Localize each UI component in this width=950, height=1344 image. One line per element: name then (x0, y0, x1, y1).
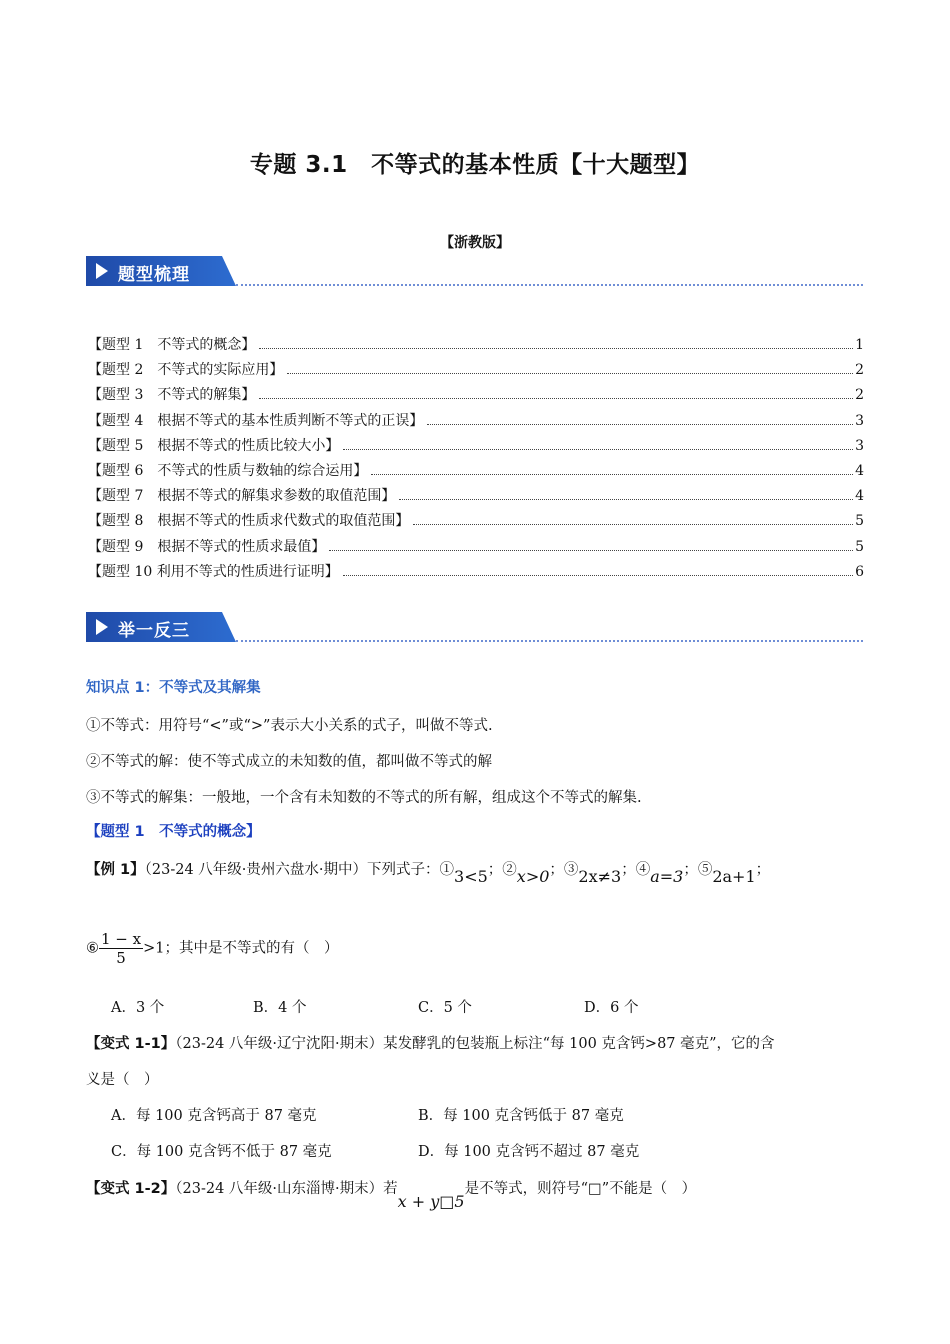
toc-entry[interactable] (88, 560, 864, 585)
example-1-line1: 【例 1】（23-24 八年级·贵州六盘水·期中）下列式子：①3<5；②x>0；③2x≠3；④a=3；⑤2a+1； (86, 862, 771, 886)
toc-page-number: 5 (855, 513, 864, 530)
toc-entry-label: 【题型 7 根据不等式的解集求参数的取值范围】 (88, 488, 396, 505)
toc-entry[interactable] (88, 383, 864, 408)
toc-page-number: 6 (855, 563, 864, 580)
toc-leader-dots (427, 423, 853, 425)
toc-entry-label: 【题型 4 根据不等式的基本性质判断不等式的正误】 (88, 412, 424, 429)
toc-leader-dots (371, 473, 853, 475)
toc-entry-label: 【题型 2 不等式的实际应用】 (88, 362, 284, 379)
toc-entry[interactable] (88, 434, 864, 459)
practice-banner-label: 举一反三 (118, 621, 190, 641)
toc-leader-dots (259, 347, 853, 349)
knowledge-point-heading: 知识点 1：不等式及其解集 (86, 680, 261, 696)
toc-entry[interactable] (88, 484, 864, 509)
toc-page-number: 3 (855, 412, 864, 429)
knowledge-point-2: ②不等式的解：使不等式成立的未知数的值，都叫做不等式的解 (86, 754, 492, 770)
variant-1-1-option-c[interactable]: C．每 100 克含钙不低于 87 毫克 (111, 1144, 332, 1160)
variant-1-2-expr: x + y□5 (397, 1192, 465, 1211)
example-1-option-a[interactable]: A．3 个 (111, 1000, 165, 1016)
variant-1-1-option-b[interactable]: B．每 100 克含钙低于 87 毫克 (418, 1108, 624, 1124)
table-of-contents (88, 333, 864, 585)
toc-leader-dots (343, 448, 853, 450)
expr-2: x>0 (516, 867, 550, 886)
knowledge-point-3: ③不等式的解集：一般地，一个含有未知数的不等式的所有解，组成这个不等式的解集. (86, 790, 642, 806)
example-1-source: （23-24 八年级·贵州六盘水·期中）下列式子： (144, 862, 440, 878)
page-title: 专题 3.1 不等式的基本性质【十大题型】 (249, 152, 701, 178)
example-1-option-c[interactable]: C．5 个 (418, 1000, 472, 1016)
variant-1-1-line2: 义是（ ） (86, 1072, 159, 1088)
variant-1-1-tag: 【变式 1-1】 (86, 1036, 176, 1052)
expr-3: 2x≠3 (578, 867, 622, 886)
example-1-option-b[interactable]: B．4 个 (253, 1000, 307, 1016)
toc-entry[interactable] (88, 358, 864, 383)
example-1-tag: 【例 1】 (86, 862, 145, 878)
knowledge-point-1: ①不等式：用符号“<”或“>”表示大小关系的式子，叫做不等式. (86, 718, 493, 734)
toc-entry[interactable] (88, 333, 864, 358)
play-arrow-icon (96, 263, 108, 279)
practice-banner (86, 612, 863, 644)
expr-5: 2a+1 (712, 867, 756, 886)
edition-label: 【浙教版】 (440, 235, 510, 251)
toc-entry[interactable] (88, 409, 864, 434)
toc-entry[interactable] (88, 535, 864, 560)
toc-page-number: 2 (855, 362, 864, 379)
toc-entry-label: 【题型 6 不等式的性质与数轴的综合运用】 (88, 462, 368, 479)
expr-4: a=3 (650, 867, 684, 886)
toc-entry[interactable] (88, 509, 864, 534)
variant-1-1-option-a[interactable]: A．每 100 克含钙高于 87 毫克 (111, 1108, 317, 1124)
toc-leader-dots (343, 574, 853, 576)
toc-entry-label: 【题型 9 根据不等式的性质求最值】 (88, 538, 326, 555)
toc-banner (86, 256, 863, 288)
toc-entry-label: 【题型 5 根据不等式的性质比较大小】 (88, 437, 340, 454)
toc-entry-label: 【题型 8 根据不等式的性质求代数式的取值范围】 (88, 513, 410, 530)
toc-page-number: 4 (855, 488, 864, 505)
toc-entry-label: 【题型 10 利用不等式的性质进行证明】 (88, 563, 339, 580)
expr-6-fraction: $\frac{1 - x}{5}$ (101, 930, 142, 967)
type1-heading: 【题型 1 不等式的概念】 (86, 824, 261, 840)
toc-entry-label: 【题型 1 不等式的概念】 (88, 337, 256, 353)
variant-1-1-option-d[interactable]: D．每 100 克含钙不超过 87 毫克 (418, 1144, 640, 1160)
toc-page-number: 3 (855, 437, 864, 454)
toc-leader-dots (399, 498, 853, 500)
expr-1: 3<5 (454, 867, 488, 886)
toc-page-number: 1 (855, 337, 864, 353)
play-arrow-icon (96, 619, 108, 635)
toc-leader-dots (329, 549, 853, 551)
toc-page-number: 4 (855, 462, 864, 479)
variant-1-2-tag: 【变式 1-2】 (86, 1181, 176, 1197)
toc-entry-label: 【题型 3 不等式的解集】 (88, 387, 256, 404)
toc-leader-dots (413, 523, 853, 525)
toc-leader-dots (287, 372, 853, 374)
toc-page-number: 2 (855, 387, 864, 404)
toc-page-number: 5 (855, 538, 864, 555)
toc-entry[interactable] (88, 459, 864, 484)
toc-banner-label: 题型梳理 (118, 265, 190, 285)
example-1-line2: ⑥ $\frac{1 - x}{5}$ >1；其中是不等式的有（ ） (86, 930, 339, 967)
toc-leader-dots (259, 397, 853, 399)
variant-1-1-line1: 【变式 1-1】（23-24 八年级·辽宁沈阳·期末）某发酵乳的包装瓶上标注“每 100 克含钙>87 毫克”，它的含 (86, 1036, 775, 1052)
example-1-option-d[interactable]: D．6 个 (584, 1000, 639, 1016)
variant-1-2-line1: 【变式 1-2】（23-24 八年级·山东淄博·期末）若x + y□5是不等式，则符号“□”不能是（ ） (86, 1181, 697, 1211)
